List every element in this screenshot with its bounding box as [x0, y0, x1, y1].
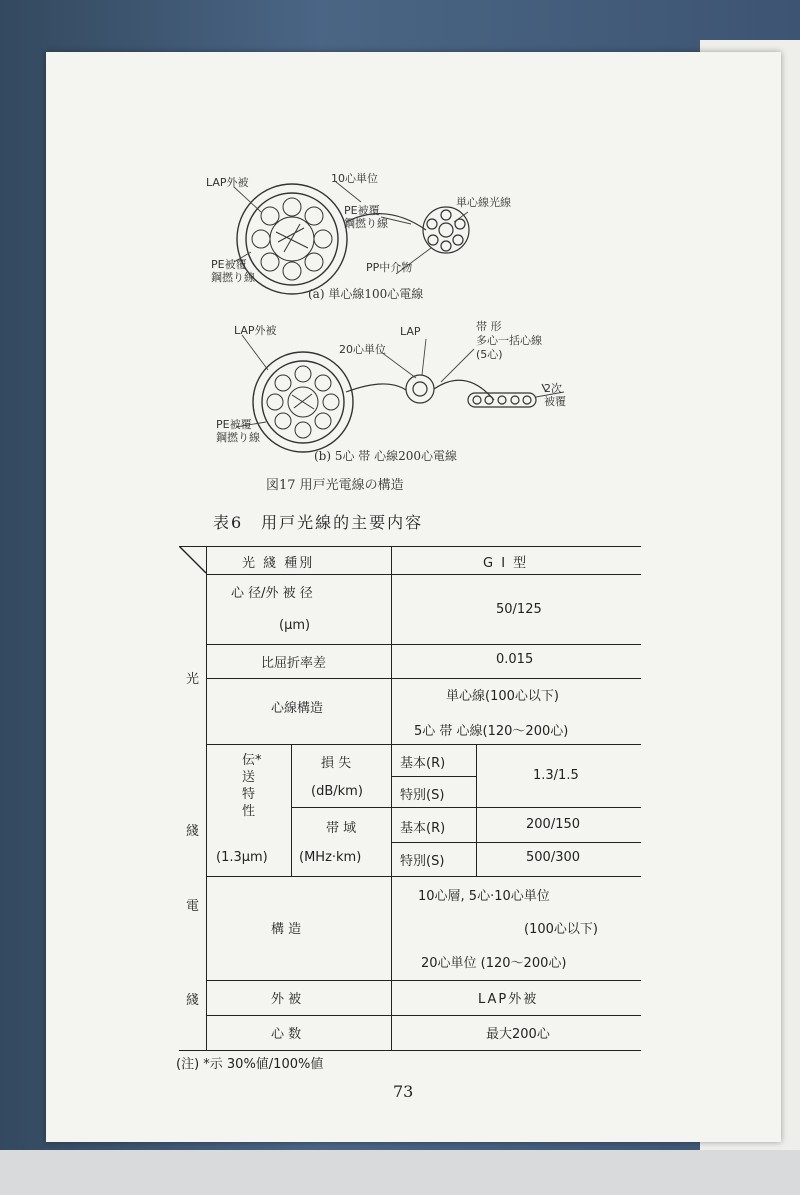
col-rule	[291, 744, 292, 876]
loss-label: 損 失	[321, 756, 352, 771]
rule	[206, 980, 641, 981]
transmission-wavelength: (1.3μm)	[216, 850, 268, 865]
rule	[206, 678, 641, 679]
table-note: (注) *示 30%値/100%値	[176, 1057, 324, 1072]
cable-structure-label: 構 造	[271, 922, 302, 937]
rule	[206, 876, 641, 877]
bandwidth-special-value: 500/300	[526, 850, 581, 865]
label-secondary: 2次 被覆	[544, 382, 566, 408]
header-fiber-type: 光 綫 種別	[242, 556, 315, 571]
loss-unit: (dB/km)	[311, 784, 363, 799]
figure-caption: 図17 用戸光電線の構造	[266, 478, 404, 493]
label-single-core: 単心線光線	[456, 196, 511, 209]
side-label-sen2: 綫	[186, 993, 200, 1008]
rule	[206, 644, 641, 645]
cable-a-small	[423, 207, 469, 253]
rule	[476, 842, 641, 843]
structure-value-2: 5心 帯 心線(120～200心)	[414, 724, 569, 739]
refractive-value: 0.015	[496, 652, 534, 667]
loss-special: 特別(S)	[400, 788, 445, 803]
sheath-value: LAP外被	[478, 992, 539, 1007]
core-diameter-value: 50/125	[496, 602, 542, 617]
rule	[391, 776, 476, 777]
bandwidth-special: 特別(S)	[400, 854, 445, 869]
transmission-label: 伝* 送 特 性	[242, 753, 262, 819]
label-pp: PP中介物	[366, 261, 413, 274]
label-pe-lower: PE被覆 鋼撚り線	[211, 258, 255, 284]
core-count-value: 最大200心	[486, 1027, 550, 1042]
label-ten-core: 10心単位	[331, 172, 378, 185]
row-core-diameter: 心 径/外 被 径	[231, 586, 313, 601]
rule	[391, 842, 476, 843]
cable-structure-figure	[46, 52, 781, 512]
header-gi-type: G I 型	[483, 556, 529, 571]
label-lap-b: LAP外被	[234, 324, 277, 337]
table-title: 表6 用戸光線的主要内容	[213, 513, 424, 532]
core-count-label: 心 数	[271, 1027, 302, 1042]
bandwidth-label: 帯 域	[326, 821, 357, 836]
rule	[206, 574, 641, 575]
side-label-den: 電	[186, 899, 200, 914]
row-refractive-index: 比屈折率差	[261, 656, 327, 671]
col-rule	[206, 546, 207, 1050]
sheath-label: 外 被	[271, 992, 302, 1007]
rule	[291, 807, 641, 808]
row-core-unit: (μm)	[279, 618, 311, 633]
side-label-hikari: 光	[186, 672, 200, 687]
side-label-sen1: 綫	[186, 824, 200, 839]
rule	[206, 744, 641, 745]
cable-b-unit	[406, 375, 434, 403]
cable-structure-value-3: 20心単位 (120～200心)	[421, 956, 567, 971]
label-pe-upper: PE被覆 鋼撚り線	[344, 204, 388, 230]
loss-basic: 基本(R)	[400, 756, 446, 771]
rule	[206, 1015, 641, 1016]
cable-b-large	[253, 352, 353, 452]
label-lap-small: LAP	[400, 325, 421, 338]
bandwidth-basic: 基本(R)	[400, 821, 446, 836]
table-bottom-rule	[179, 1050, 641, 1051]
label-tape-fiber: 帯 形 多心一括心線 (5心)	[476, 320, 542, 361]
col-rule	[476, 744, 477, 876]
bandwidth-unit: (MHz·km)	[299, 850, 362, 865]
label-pe-b: PE被覆 鋼撚り線	[216, 418, 260, 444]
book-page	[46, 52, 781, 1142]
label-twenty-core: 20心単位	[339, 343, 386, 356]
loss-value: 1.3/1.5	[533, 768, 579, 783]
caption-b: (b) 5心 帯 心線200心電線	[314, 449, 458, 463]
caption-a: (a) 単心線100心電線	[308, 287, 424, 301]
cable-structure-value-1: 10心層, 5心·10心単位	[418, 889, 550, 904]
col-rule	[391, 546, 392, 1050]
cable-structure-value-2: (100心以下)	[524, 922, 598, 937]
desk-surface	[0, 1150, 800, 1195]
ribbon-fiber	[468, 393, 536, 407]
bandwidth-basic-value: 200/150	[526, 817, 581, 832]
label-lap-a: LAP外被	[206, 176, 249, 189]
row-core-structure: 心線構造	[271, 701, 324, 716]
page-number: 73	[393, 1082, 414, 1101]
header-diagonal	[179, 546, 209, 576]
table-top-rule	[179, 546, 641, 547]
structure-value-1: 単心線(100心以下)	[446, 689, 559, 704]
